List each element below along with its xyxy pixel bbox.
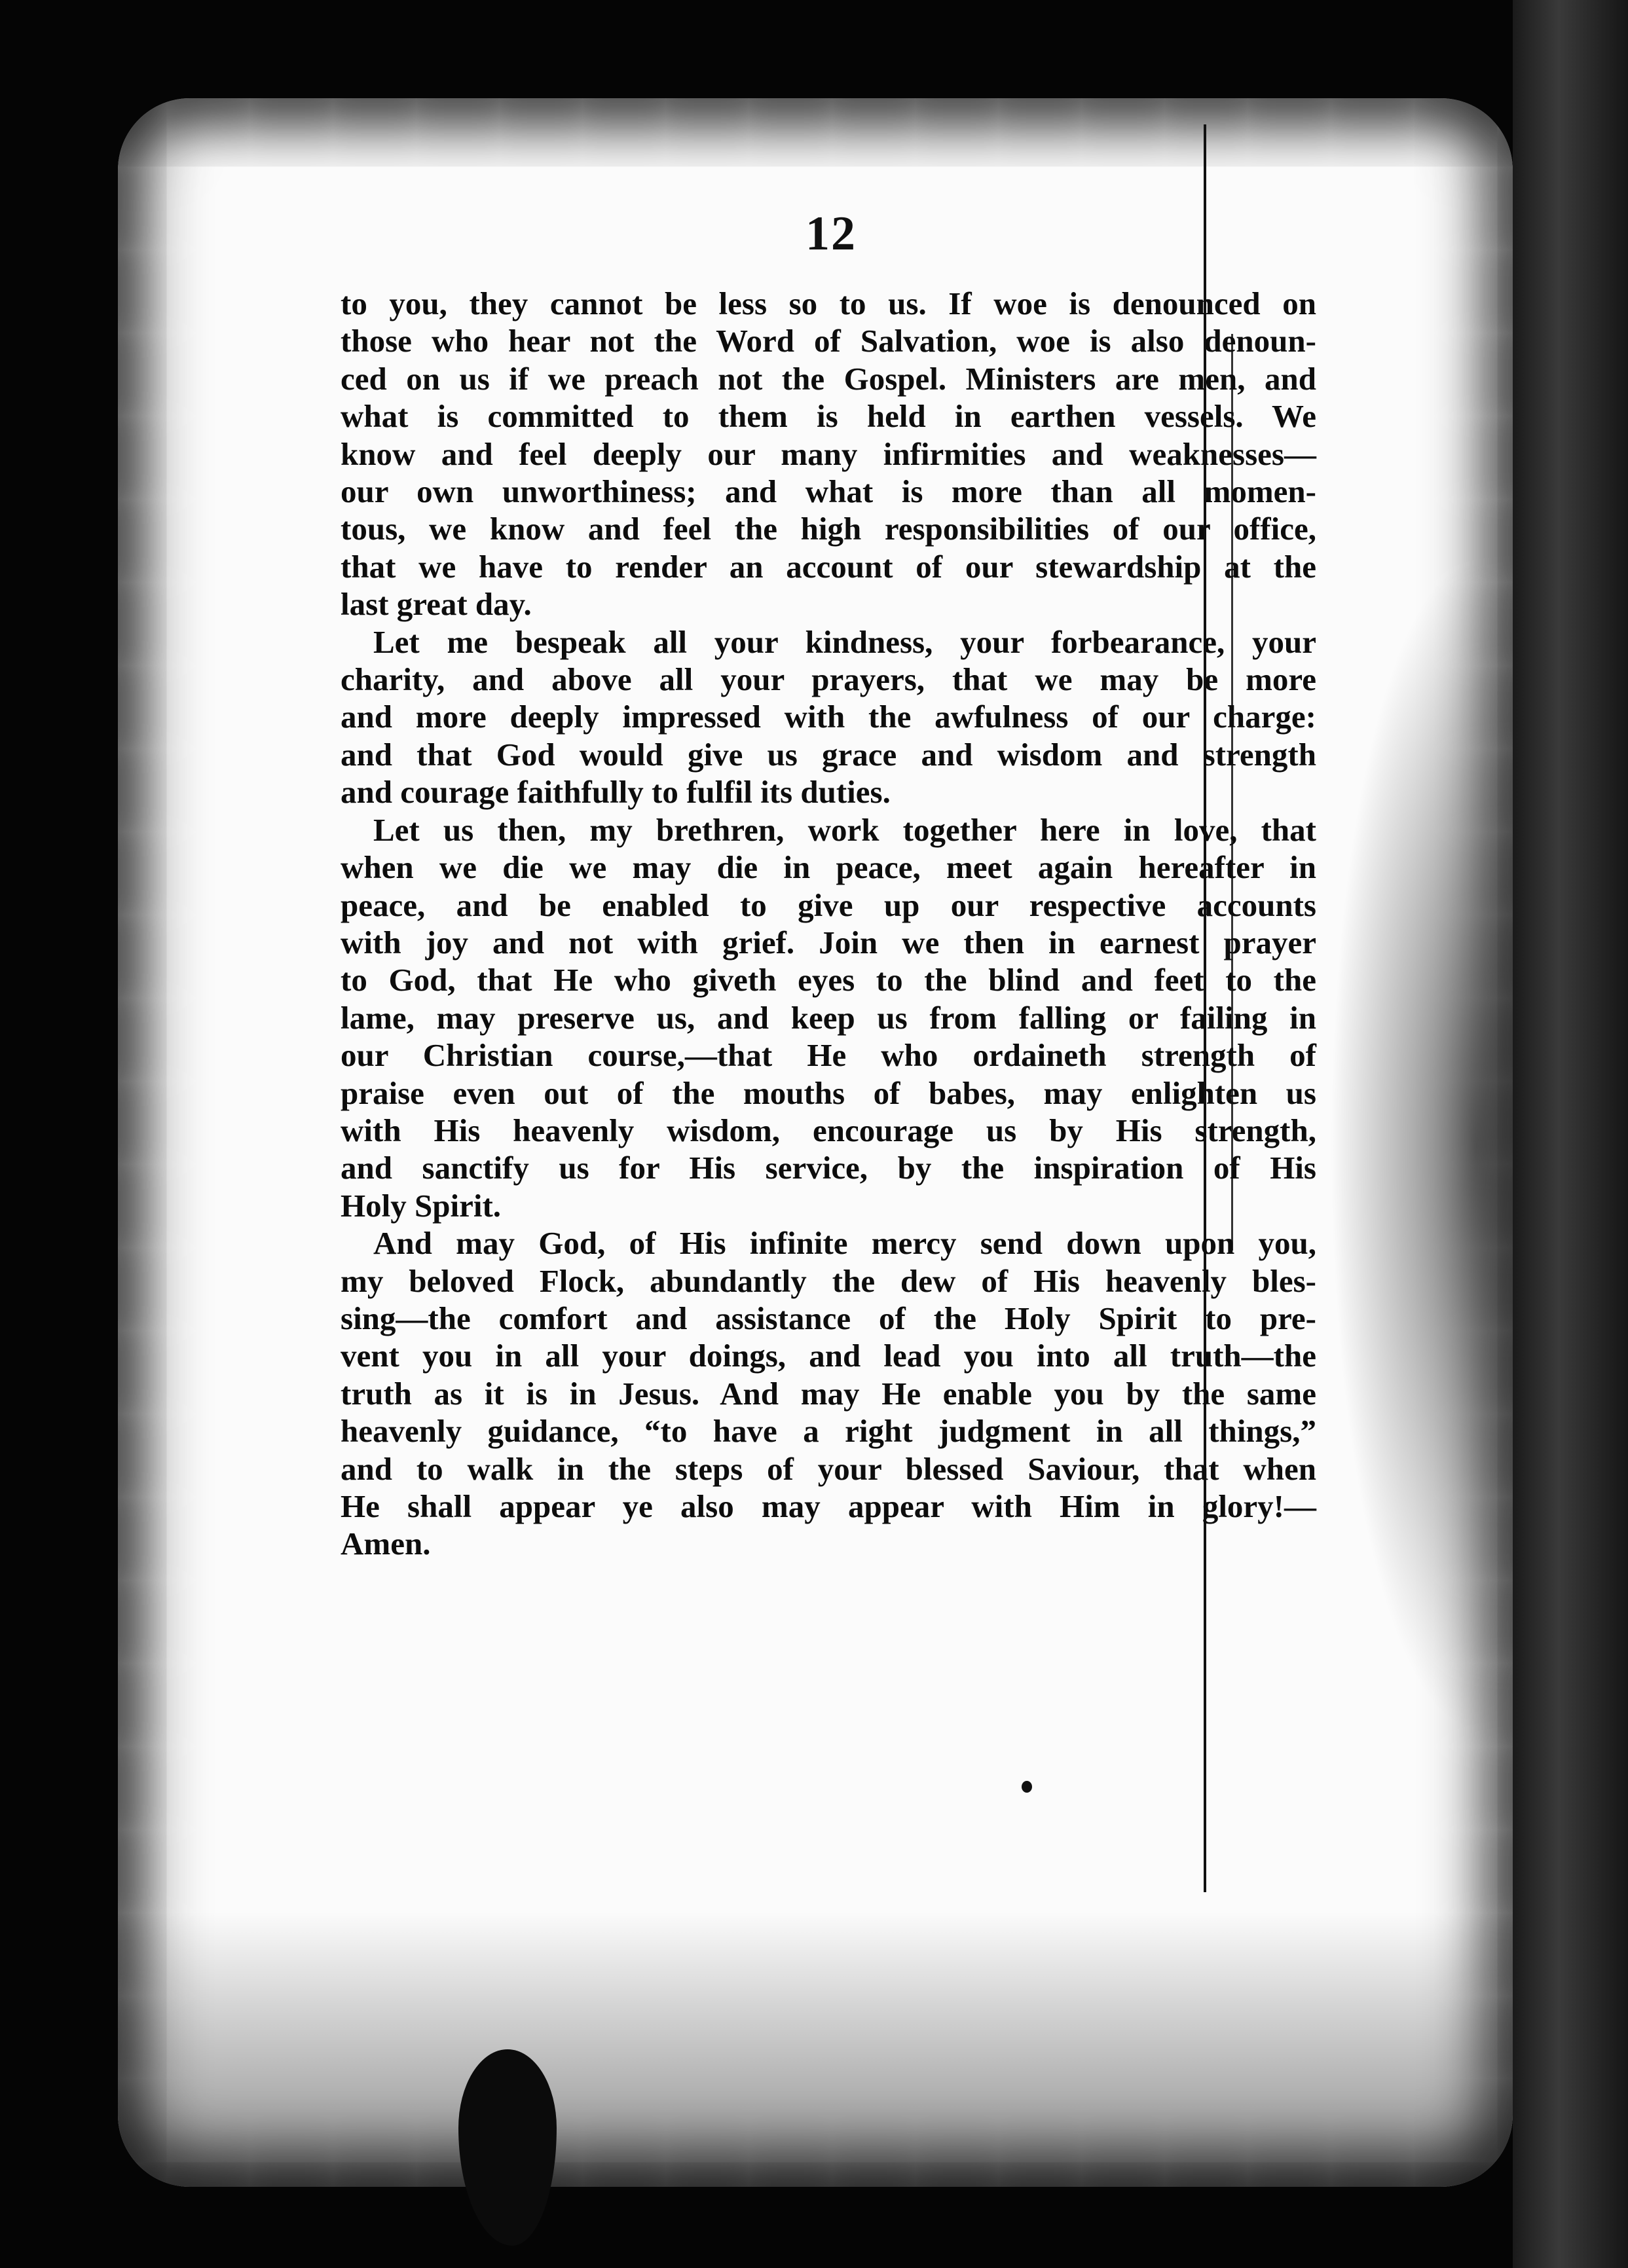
text-line: sing—the comfort and assistance of the Holy Spirit to pre- — [341, 1300, 1316, 1336]
text-line: Let me bespeak all your kindness, your forbearance, your — [373, 623, 1316, 660]
text-line: and to walk in the steps of your blessed Saviour, that when — [341, 1450, 1316, 1487]
text-line: when we die we may die in peace, meet again hereafter in — [341, 849, 1316, 886]
text-line: praise even out of the mouths of babes, may enlighten us — [341, 1074, 1316, 1111]
text-line: And may God, of His infinite mercy send down upon you, — [373, 1225, 1316, 1262]
text-line: that we have to render an account of our stewardship at the — [341, 548, 1316, 585]
body-text — [341, 285, 1316, 1563]
ink-dot — [1022, 1781, 1032, 1793]
text-line: vent you in all your doings, and lead you into all truth—the — [341, 1338, 1316, 1374]
text-line: heavenly guidance, “to have a right judgment in all things,” — [341, 1413, 1316, 1450]
text-line: our own unworthiness; and what is more than all momen- — [341, 473, 1316, 510]
text-line: lame, may preserve us, and keep us from falling or failing in — [341, 999, 1316, 1036]
page-stain-bottom — [118, 1912, 1513, 2187]
text-line: Amen. — [341, 1526, 431, 1562]
text-line: to you, they cannot be less so to us. If woe is denounced on — [341, 285, 1316, 321]
text-line: with joy and not with grief. Join we then in earnest prayer — [341, 924, 1316, 960]
text-line: and sanctify us for His service, by the inspiration of His — [341, 1150, 1316, 1186]
text-line: and courage faithfully to fulfil its duties. — [341, 774, 891, 811]
text-line: with His heavenly wisdom, encourage us by His strength, — [341, 1112, 1316, 1148]
text-line: Holy Spirit. — [341, 1187, 502, 1224]
text-line: those who hear not the Word of Salvation, woe is also denoun- — [341, 323, 1316, 359]
page-stain-right — [1329, 557, 1513, 1735]
text-line: to God, that He who giveth eyes to the blind and feet to the — [341, 962, 1316, 998]
text-line: ced on us if we preach not the Gospel. Ministers are men, and — [341, 360, 1316, 397]
text-line: and more deeply impressed with the awfulness of our charge: — [341, 699, 1316, 735]
page-number: 12 — [805, 207, 857, 261]
text-line: tous, we know and feel the high responsibilities of our office, — [341, 511, 1316, 547]
adjacent-page-edge — [1513, 0, 1628, 2268]
text-line: last great day. — [341, 586, 532, 623]
text-line: and that God would give us grace and wisdom and strength — [341, 736, 1316, 773]
text-line: what is committed to them is held in earthen vessels. We — [341, 398, 1316, 435]
text-line: charity, and above all your prayers, that we may be more — [341, 661, 1316, 698]
text-line: peace, and be enabled to give up our respective accounts — [341, 887, 1316, 923]
text-line: truth as it is in Jesus. And may He enable you by the same — [341, 1375, 1316, 1412]
text-line: my beloved Flock, abundantly the dew of His heavenly bles- — [341, 1262, 1316, 1299]
text-line: our Christian course,—that He who ordaineth strength of — [341, 1037, 1316, 1074]
text-line: know and feel deeply our many infirmities and weaknesses— — [341, 435, 1316, 472]
text-line: He shall appear ye also may appear with Him in glory!— — [341, 1488, 1316, 1524]
text-line: Let us then, my brethren, work together here in love, that — [373, 811, 1316, 848]
